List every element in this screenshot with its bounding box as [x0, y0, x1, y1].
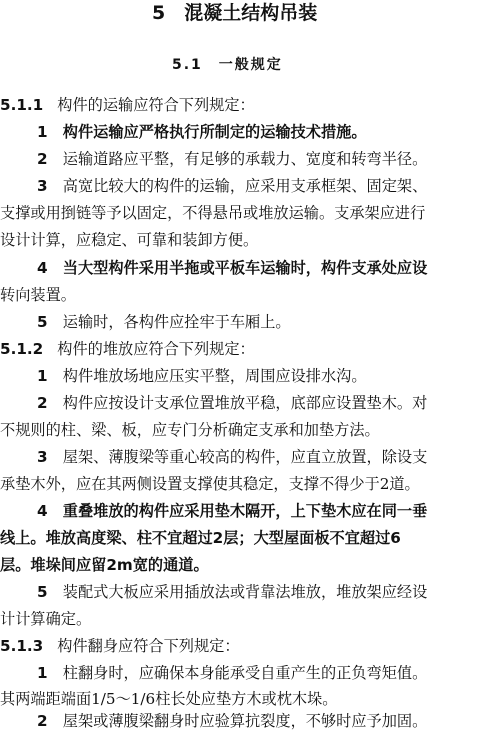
clause-5-1-1-item-2 — [37, 149, 427, 169]
clause-5-1-1-item-3-line-2: 支撑或用捯链等予以固定，不得悬吊或堆放运输。支承架应进行 — [0, 204, 426, 222]
clause-5-1-2-item-3-line-1 — [37, 447, 427, 467]
item-number: 4 — [37, 502, 48, 520]
item-number: 2 — [37, 394, 48, 412]
item-text: 当大型构件采用半拖或平板车运输时，构件支承处应设 — [62, 259, 428, 277]
clause-heading-text: 构件的堆放应符合下列规定： — [57, 340, 255, 358]
item-text: 运输道路应平整，有足够的承载力、宽度和转弯半径。 — [62, 150, 428, 168]
clause-heading-text: 构件的运输应符合下列规定： — [57, 96, 255, 114]
item-number: 1 — [37, 367, 48, 385]
item-number: 3 — [37, 448, 48, 466]
clause-5-1-1-item-4-line-2: 转向装置。 — [0, 286, 76, 304]
clause-5-1-2-heading — [0, 339, 255, 359]
clause-5-1-2-item-4-line-2: 线上。堆放高度梁、柱不宜超过2层；大型屋面板不宜超过6 — [0, 529, 401, 547]
clause-5-1-1-item-5 — [37, 312, 291, 332]
item-text: 构件运输应严格执行所制定的运输技术措施。 — [62, 123, 367, 141]
item-text: 运输时，各构件应拴牢于车厢上。 — [62, 313, 291, 331]
item-text: 屋架、薄腹梁等重心较高的构件，应直立放置，除设支 — [62, 448, 428, 466]
clause-5-1-1-item-3-line-3: 设计计算，应稳定、可靠和装卸方便。 — [0, 231, 259, 249]
clause-5-1-3-item-1-line-1 — [37, 663, 427, 683]
clause-number: 5.1.2 — [0, 340, 44, 358]
clause-5-1-3-item-2 — [37, 711, 427, 731]
item-text: 高宽比较大的构件的运输，应采用支承框架、固定架、 — [62, 177, 428, 195]
clause-number: 5.1.1 — [0, 96, 44, 114]
clause-5-1-2-item-3-line-2: 承垫木外，应在其两侧设置支撑使其稳定，支撑不得少于2道。 — [0, 475, 420, 493]
clause-heading-text: 构件翻身应符合下列规定： — [57, 637, 240, 655]
item-number: 1 — [37, 664, 48, 682]
item-text: 构件堆放场地应压实平整，周围应设排水沟。 — [62, 367, 367, 385]
clause-5-1-2-item-5-line-2: 计计算确定。 — [0, 610, 92, 628]
item-number: 4 — [37, 259, 48, 277]
item-number: 2 — [37, 150, 48, 168]
item-number: 2 — [37, 712, 48, 730]
clause-5-1-2-item-2-line-2: 不规则的柱、梁、板，应专门分析确定支承和加垫方法。 — [0, 421, 380, 439]
item-number: 5 — [37, 583, 48, 601]
clause-5-1-3-item-1-line-2: 其两端距端面1/5～1/6柱长处应垫方木或枕木垛。 — [0, 690, 338, 708]
item-number: 5 — [37, 313, 48, 331]
clause-5-1-1-item-4-line-1 — [37, 258, 427, 278]
clause-5-1-2-item-4-line-3: 层。堆垛间应留2m宽的通道。 — [0, 556, 209, 574]
clause-5-1-2-item-5-line-1 — [37, 582, 427, 602]
item-text: 构件应按设计支承位置堆放平稳，底部应设置垫木。对 — [62, 394, 428, 412]
item-text: 屋架或薄腹梁翻身时应验算抗裂度，不够时应予加固。 — [62, 712, 428, 730]
section-title: 5.1 一般规定 — [172, 57, 283, 73]
clause-5-1-3-heading — [0, 636, 240, 656]
item-text: 装配式大板应采用插放法或背靠法堆放，堆放架应经设 — [62, 583, 428, 601]
clause-5-1-2-item-4-line-1 — [37, 501, 427, 521]
clause-5-1-2-item-1 — [37, 366, 367, 386]
item-text: 柱翻身时，应确保本身能承受自重产生的正负弯矩值。 — [62, 664, 428, 682]
clause-5-1-1-item-3-line-1 — [37, 176, 427, 196]
item-number: 3 — [37, 177, 48, 195]
item-text: 重叠堆放的构件应采用垫木隔开，上下垫木应在同一垂 — [62, 502, 428, 520]
clause-5-1-1-item-1 — [37, 122, 367, 142]
clause-5-1-2-item-2-line-1 — [37, 393, 427, 413]
clause-number: 5.1.3 — [0, 637, 44, 655]
clause-5-1-1-heading — [0, 95, 255, 115]
item-number: 1 — [37, 123, 48, 141]
chapter-title: 5 混凝土结构吊装 — [152, 2, 318, 24]
